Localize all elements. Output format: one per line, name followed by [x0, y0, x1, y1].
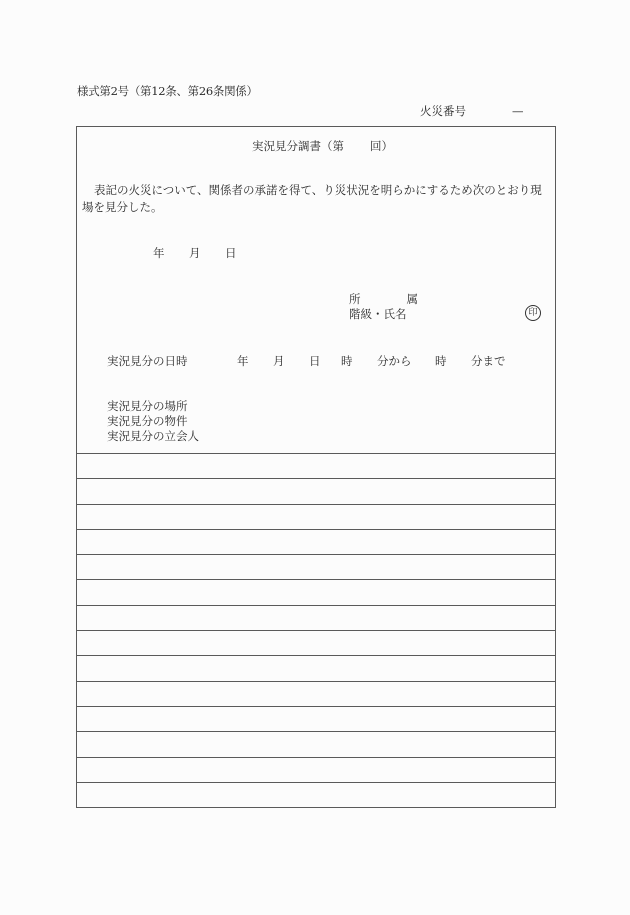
blank-line-row[interactable]	[76, 529, 556, 554]
blank-line-row[interactable]	[76, 504, 556, 529]
datetime-minute-to: 分まで	[471, 354, 506, 368]
intro-paragraph: 表記の火災について、関係者の承諾を得て、り災状況を明らかにするため次のとおり現場を見分した。	[82, 183, 542, 214]
document-title	[252, 138, 393, 154]
blank-line-row[interactable]	[76, 554, 556, 579]
seal-icon: 印	[525, 305, 541, 321]
blank-line-row[interactable]	[76, 655, 556, 680]
blank-line-row[interactable]	[76, 478, 556, 503]
blank-line-row[interactable]	[76, 782, 556, 807]
blank-line-row[interactable]	[76, 453, 556, 478]
inspection-datetime-label: 実況見分の日時	[107, 354, 188, 368]
item-location: 実況見分の場所	[107, 399, 188, 413]
blank-line-row[interactable]	[76, 579, 556, 604]
fire-number-separator: —	[512, 104, 524, 118]
affiliation-label	[349, 291, 418, 307]
blank-line-row[interactable]	[76, 706, 556, 731]
item-witness: 実況見分の立会人	[107, 429, 199, 443]
datetime-month: 月	[273, 354, 285, 368]
inspection-datetime	[107, 353, 506, 369]
date-day: 日	[225, 246, 237, 260]
blank-lines-section	[76, 453, 556, 807]
fire-number	[420, 103, 524, 119]
datetime-hour-to: 時	[435, 354, 447, 368]
fire-number-label: 火災番号	[420, 104, 466, 118]
report-date	[153, 245, 237, 261]
title-prefix: 実況見分調書（第	[252, 139, 344, 153]
form-code: 様式第2号（第12条、第26条関係）	[77, 84, 258, 98]
datetime-hour-from: 時	[341, 354, 353, 368]
blank-line-row[interactable]	[76, 731, 556, 756]
blank-line-row[interactable]	[76, 757, 556, 782]
blank-line-row[interactable]	[76, 681, 556, 706]
blank-line-row[interactable]	[76, 605, 556, 630]
affiliation-label-part2: 属	[406, 292, 418, 306]
date-month: 月	[189, 246, 201, 260]
title-suffix: 回）	[370, 139, 393, 153]
datetime-minute-from: 分から	[377, 354, 412, 368]
rank-name-label: 階級・氏名	[349, 307, 407, 321]
item-property: 実況見分の物件	[107, 414, 188, 428]
datetime-day: 日	[309, 354, 321, 368]
affiliation-label-part1: 所	[349, 292, 361, 306]
inspection-items	[107, 399, 199, 444]
blank-line-row[interactable]	[76, 630, 556, 655]
date-year: 年	[153, 246, 165, 260]
datetime-year: 年	[237, 354, 249, 368]
